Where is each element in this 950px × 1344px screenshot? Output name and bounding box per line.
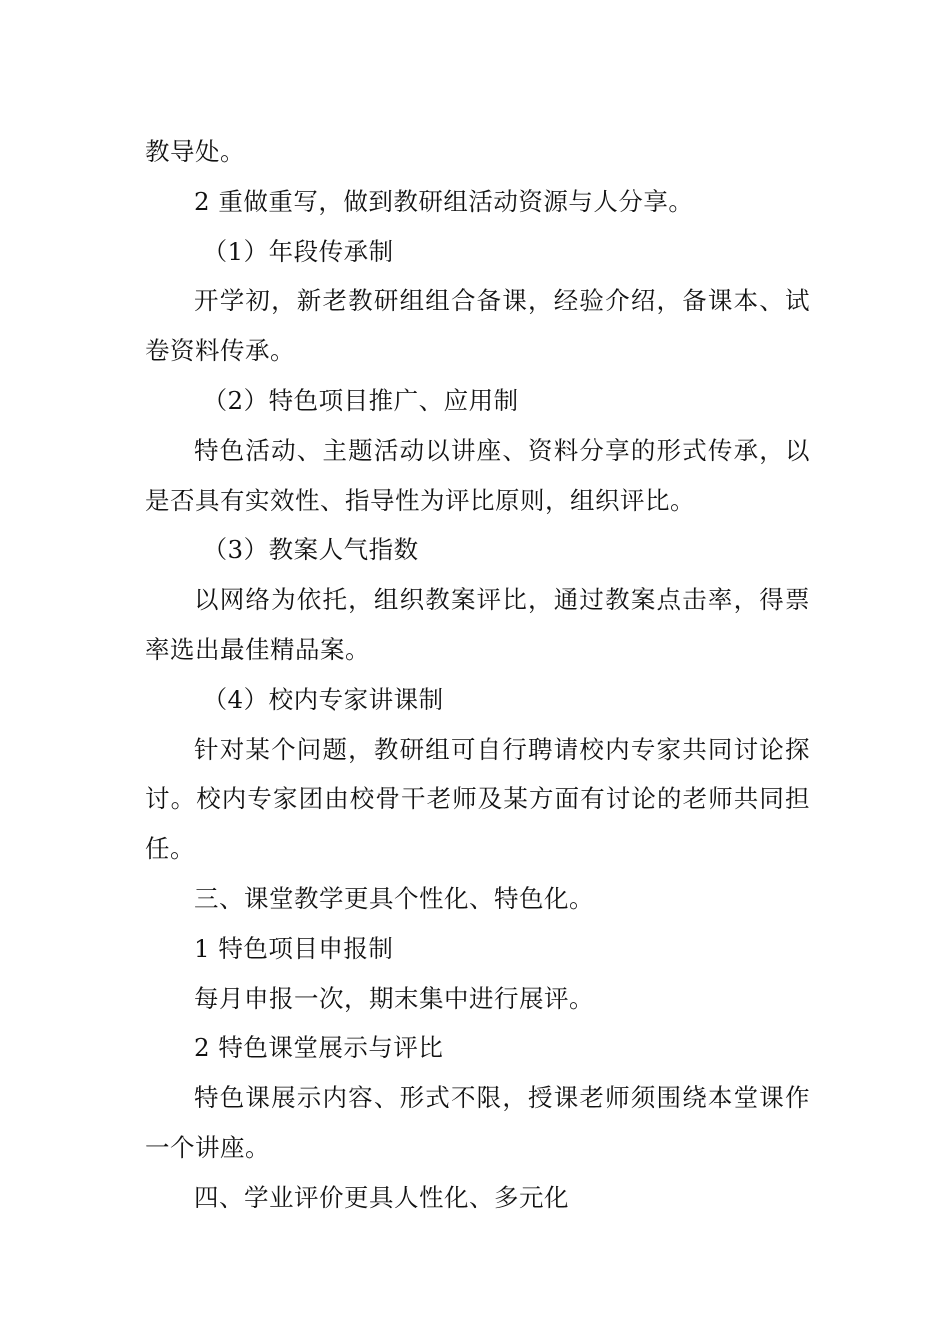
paragraph: 2 重做重写，做到教研组活动资源与人分享。 — [194, 186, 694, 216]
paragraph: 以网络为依托，组织教案评比，通过教案点击率，得票率选出最佳精品案。 — [145, 585, 810, 664]
section-heading: 四、学业评价更具人性化、多元化 — [194, 1182, 569, 1212]
section-heading: 三、课堂教学更具个性化、特色化。 — [194, 883, 594, 913]
paragraph: 特色活动、主题活动以讲座、资料分享的形式传承，以是否具有实效性、指导性为评比原则，组织评比。 — [145, 435, 810, 515]
paragraph: 每月申报一次，期末集中进行展评。 — [194, 983, 594, 1013]
sub-heading: （3）教案人气指数 — [202, 535, 419, 565]
paragraph: 开学初，新老教研组组合备课，经验介绍，备课本、试卷资料传承。 — [145, 286, 810, 366]
sub-heading: （4）校内专家讲课制 — [202, 684, 444, 714]
paragraph: 特色课展示内容、形式不限，授课老师须围绕本堂课作一个讲座。 — [145, 1083, 810, 1162]
sub-heading: （1）年段传承制 — [202, 236, 394, 266]
sub-heading: （2）特色项目推广、应用制 — [202, 385, 519, 415]
item-heading: 1 特色项目申报制 — [194, 933, 394, 963]
paragraph: 针对某个问题，教研组可自行聘请校内专家共同讨论探讨。校内专家团由校骨干老师及某方面有讨论的老师共同担任。 — [145, 734, 810, 864]
paragraph: 教导处。 — [145, 137, 245, 166]
document-body — [145, 127, 810, 1223]
item-heading: 2 特色课堂展示与评比 — [194, 1033, 444, 1063]
